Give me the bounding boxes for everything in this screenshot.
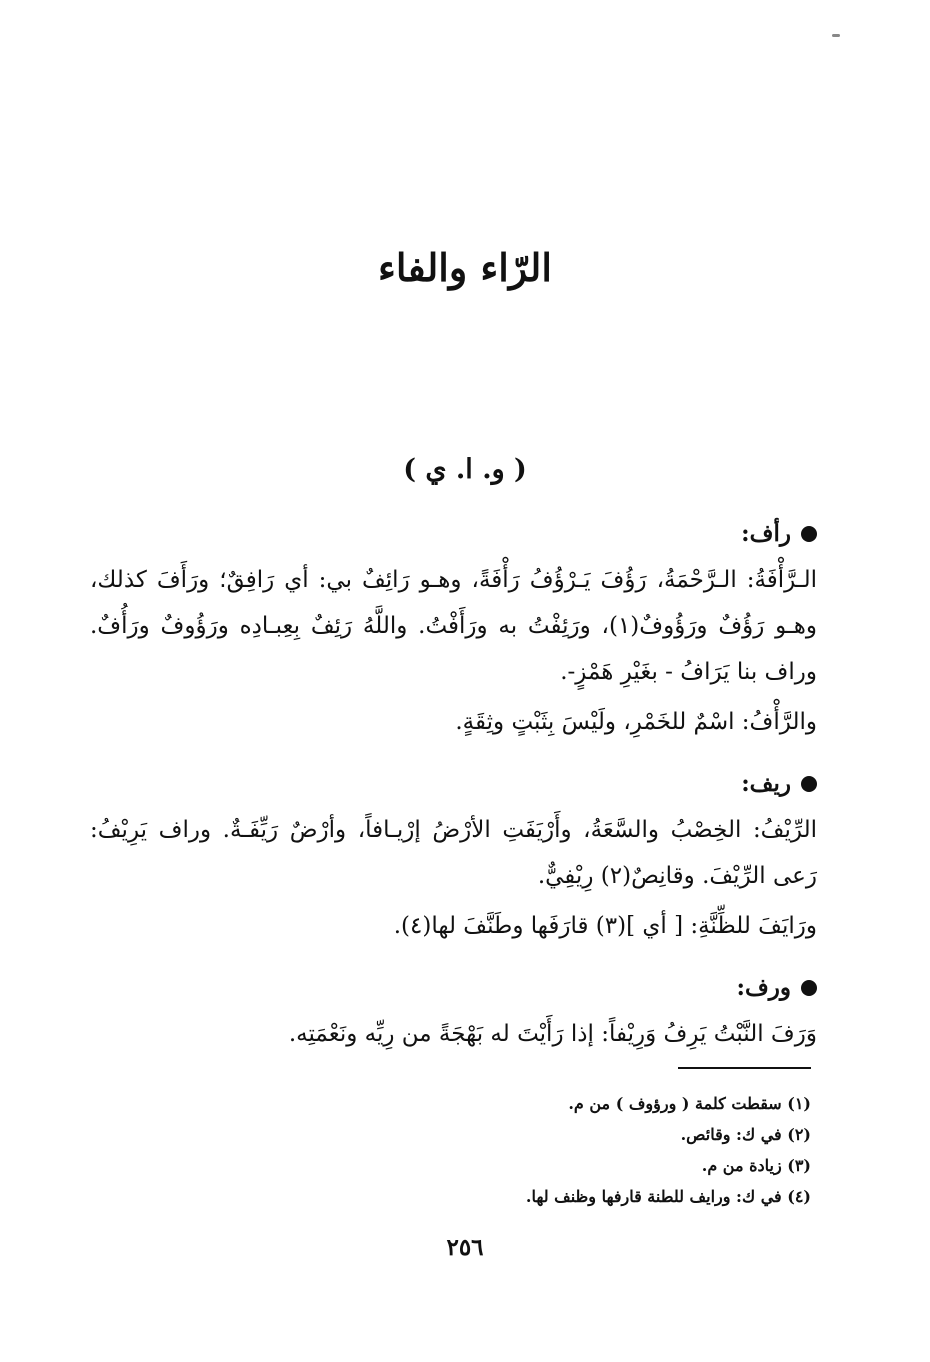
footnote: (٢) في ك: وقائص. [680,1125,811,1144]
entry-paragraph: والرَّأْفُ: اسْمٌ للخَمْرِ، ولَيْسَ بِثَبْتٍ وثِقَةٍ. [455,709,817,735]
entry-paragraph: وَرَفَ النَّبْتُ يَرِفُ وَرِيْفاً: إذا رَأَيْتَ له بَهْجَةً من رِيِّه ونَعْمَتِه. [288,1021,817,1047]
entry-heading-raaf [90,511,817,557]
dictionary-body [90,505,817,1057]
bullet-icon [801,526,817,542]
footnote: (٣) زيادة من م. [701,1156,811,1175]
page-number: ٢٥٦ [446,1234,484,1261]
entry-paragraph: الـرَّأْفَةُ: الـرَّحْمَةُ، رَؤُفَ يَـرْؤُفُ رَأْفَةً، وهـو رَائِفٌ بي: أي رَافِقٌ؛ ورَأَفَ كذلك، وهـو رَؤُفٌ ورَؤُوفٌ(١)، ورَئِفْتُ به ورَأَفْتُ. واللَّهُ رَئِفٌ بِعِبـادِه ورَؤُوفٌ ورَأُفٌ. وراف بنا يَرَافُ - بغَيْرِ هَمْزٍ-. [90,567,818,685]
bullet-icon [801,776,817,792]
entry-heading-label: ريف: [741,770,791,797]
chapter-title: الرّاء والفاء [378,245,552,290]
entry-heading-reef [90,761,817,807]
entry-heading-label: رأف: [741,520,791,547]
root-group-label: ( و. ا. ي ) [403,454,527,485]
footnote-separator [678,1067,811,1069]
entry-paragraph: الرِّيْفُ: الخِصْبُ والسَّعَةُ، وأَرْيَفَتِ الأرْضُ إرْيـافاً، وأرْضٌ رَيِّفَـةٌ. وراف يَرِيْفُ: رَعى الرِّيْفَ. وقانِصٌ(٢) رِيْفِيٌّ. [90,817,817,889]
scan-speck [832,34,840,37]
footnote: (١) سقطت كلمة ( ورؤوف ) من م. [568,1094,811,1113]
footnote: (٤) في ك: ورايف للطنة قارفها وظنف لها. [525,1187,811,1206]
bullet-icon [801,980,817,996]
entry-heading-label: ورف: [736,974,791,1001]
entry-paragraph: ورَايَفَ للظِّنَّةِ: [ أي ](٣) قارَفَها وطَنَّفَ لها(٤). [393,913,817,939]
footnotes [400,1088,811,1212]
entry-heading-waraf [90,965,817,1011]
